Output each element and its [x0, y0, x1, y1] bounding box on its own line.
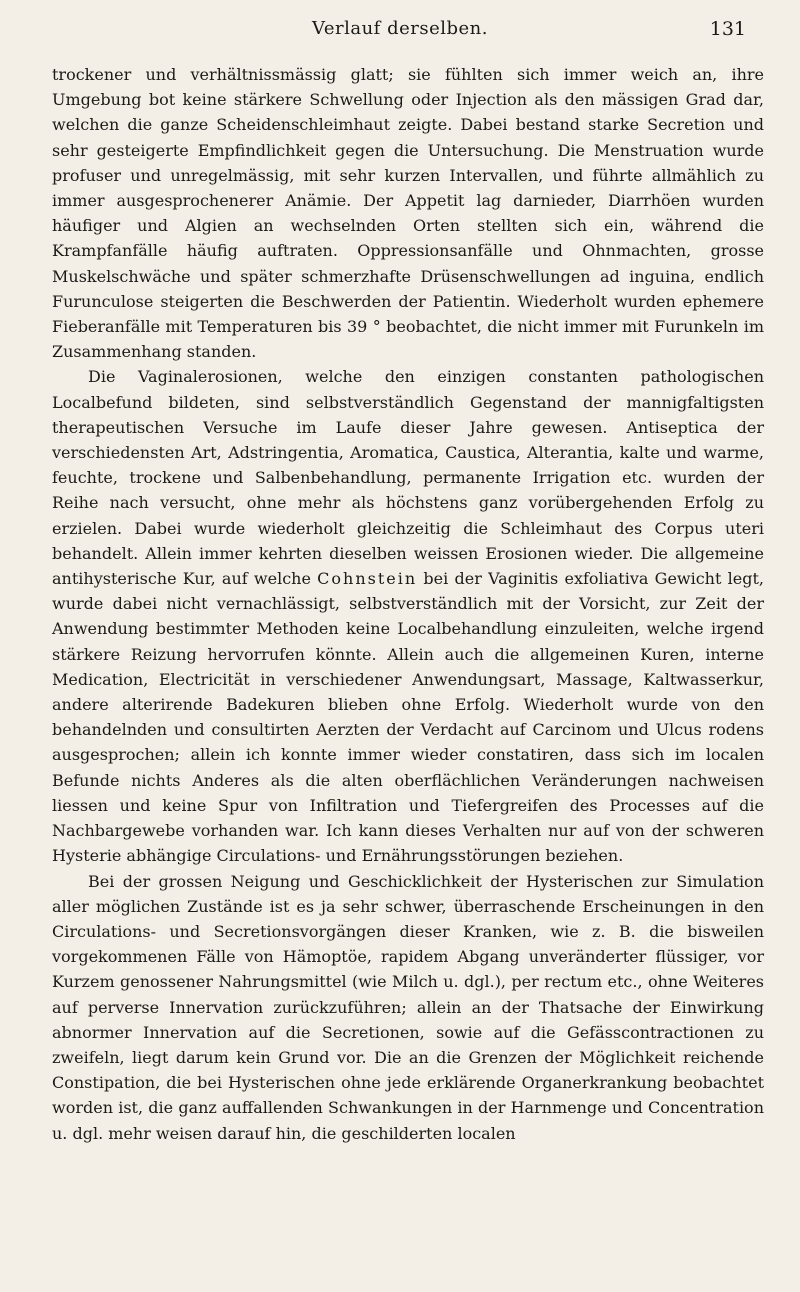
paragraph-text: bei der Vaginitis exfoliativa Gewicht legt, wurde dabei nicht vernachlässigt, selbstverständlich mit der Vorsicht, zur Zeit der Anwendung bestimmter Methoden keine Localbehandlung einzuleiten, welche irgend stärkere Reizung hervorrufen könnte. Allein auch die allgemeinen Kuren, interne Medication, Electricität in verschiedener Anwendungsart, Massage, Kaltwasserkur, andere alterirende Badekuren blieben ohne Erfolg. Wiederholt wurde von den behandelnden und consultirten Aerzten der Verdacht auf Carcinom und Ulcus rodens ausgesprochen; allein ich konnte immer wieder constatiren, dass sich im localen Befunde nichts Anderes als die alten oberflächlichen Veränderungen nachweisen liessen und keine Spur von Infiltration und Tiefergreifen des Processes auf die Nachbargewebe vorhanden war. Ich kann dieses Verhalten nur auf von der schweren Hysterie abhängige Circulations- und Ernährungsstörungen beziehen. — [52, 569, 765, 866]
running-title: Verlauf derselben. — [312, 18, 488, 39]
paragraph-2 — [52, 364, 764, 868]
paragraph-3 — [52, 869, 764, 1146]
paragraph-text: Bei der grossen Neigung und Geschicklichkeit der Hysterischen zur Simulation aller möglichen Zustände ist es ja sehr schwer, überraschende Erscheinungen in den Circulations- und Secretionsvorgängen dieser Kranken, wie z. B. die bisweilen vorgekommenen Fälle von Hämoptöe, rapidem Abgang unveränderter flüssiger, vor Kurzem genossener Nahrungsmittel (wie Milch u. dgl.), per rectum etc., ohne Weiteres auf perverse Innervation zurückzuführen; allein an der Thatsache der Einwirkung abnormer Innervation auf die Secretionen, sowie auf die Gefässcontractionen zu zweifeln, liegt darum kein Grund vor. Die an die Grenzen der Möglichkeit reichende Constipation, die bei Hysterischen ohne jede erklärende Organerkrankung beobachtet worden ist, die ganz auffallenden Schwankungen in der Harnmenge und Concentration u. dgl. mehr weisen darauf hin, die geschilderten localen — [52, 871, 764, 1143]
paragraph-text: Die Vaginalerosionen, welche den einzigen constanten pathologischen Localbefund bildeten, sind selbstverständlich Gegenstand der mannigfaltigsten therapeutischen Versuche im Laufe dieser Jahre gewesen. Antiseptica der verschiedensten Art, Adstringentia, Aromatica, Caustica, Alterantia, kalte und warme, feuchte, trockene und Salbenbehandlung, permanente Irrigation etc. wurden der Reihe nach versucht, ohne mehr als höchstens ganz vorübergehenden Erfolg zu erzielen. Dabei wurde wiederholt gleichzeitig die Schleimhaut des Corpus uteri behandelt. Allein immer kehrten dieselben weissen Erosionen wieder. Die allgemeine antihysterische Kur, auf welche — [52, 367, 764, 589]
author-name-cohnstein: Cohnstein — [317, 569, 418, 589]
page-header — [0, 18, 800, 50]
page-number: 131 — [709, 18, 746, 40]
body-text — [52, 62, 764, 1146]
paragraph-1 — [52, 62, 764, 364]
paragraph-text: trockener und verhältnissmässig glatt; sie fühlten sich immer weich an, ihre Umgebung bot keine stärkere Schwellung oder Injection als den mässigen Grad dar, welchen die ganze Scheidenschleimhaut zeigte. Dabei bestand starke Secretion und sehr gesteigerte Empfindlichkeit gegen die Untersuchung. Die Menstruation wurde profuser und unregelmässig, mit sehr kurzen Intervallen, und führte allmählich zu immer ausgesprochenerer Anämie. Der Appetit lag darnieder, Diarrhöen wurden häufiger und Algien an wechselnden Orten stellten sich ein, während die Krampfanfälle häufig auftraten. Oppressionsanfälle und Ohnmachten, grosse Muskelschwäche und später schmerzhafte Drüsenschwellungen ad inguina, endlich Furunculose steigerten die Beschwerden der Patientin. Wiederholt wurden ephemere Fieberanfälle mit Temperaturen bis 39 ° beobachtet, die nicht immer mit Furunkeln im Zusammenhang standen. — [52, 65, 764, 362]
